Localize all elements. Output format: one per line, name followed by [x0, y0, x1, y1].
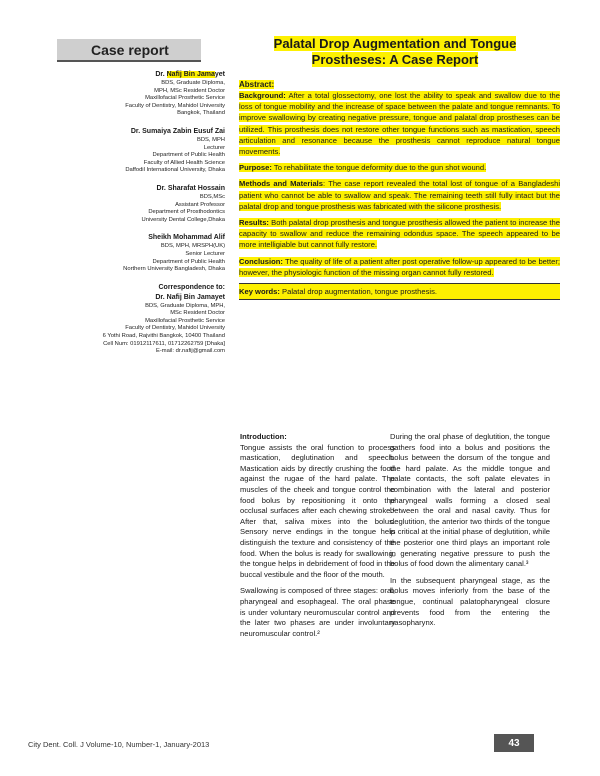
- abstract: [239, 79, 560, 305]
- correspondence-email: E-mail: dr.nafij@gmail.com: [155, 348, 225, 355]
- author-affiliation: Daffodil International University, Dhaka: [125, 167, 225, 174]
- abstract-results: Results: Both palatal drop prosthesis and tongue prosthesis allowed the patient to increase the capacity to swallow and reduce the remaining odondus space. The speech appeared to be more intelligiable but cannot fully restore.: [239, 218, 560, 250]
- title-line-1: Palatal Drop Augmentation and Tongue: [273, 36, 517, 51]
- correspondence: [30, 283, 225, 356]
- abstract-keywords: Key words: Palatal drop augmentation, tongue prosthesis.: [239, 283, 560, 300]
- author-affiliation: BDS, MPH: [196, 136, 225, 143]
- author-1-name: Dr. Nafij Bin Jamayet: [155, 71, 225, 78]
- author-2-name: Dr. Sumaiya Zabin Eusuf Zai: [130, 127, 225, 135]
- correspondence-line: 6 Yothi Road, Rajvithi Bangkok, 10400 Thailand: [102, 333, 225, 340]
- author-affiliation: University Dental College,Dhaka: [141, 216, 225, 223]
- correspondence-line: Cell Num: 01912117611, 01712262759 [Dhaka]: [103, 340, 225, 347]
- author-affiliation: Department of Prosthodontics: [148, 209, 225, 216]
- author-affiliation: Bangkok, Thailand: [177, 110, 225, 117]
- author-affiliation: Assistant Professor: [175, 201, 225, 208]
- author-affiliation: BDS,MSc: [199, 193, 225, 200]
- abstract-heading: Abstract:: [239, 80, 275, 89]
- author-affiliation: BDS, Graduate Diploma,: [161, 80, 225, 86]
- correspondence-line: Maxillofacial Prosthetic Service: [145, 317, 225, 324]
- author-affiliation: Maxillofacial Prosthetic Service: [145, 95, 225, 102]
- author-affiliation: Senior Lecturer: [185, 250, 225, 257]
- author-4-name: Sheikh Mohammad Alif: [148, 234, 225, 242]
- abstract-background: Background: After a total glossectomy, one lost the ability to speak and swallow due to the loss of tongue mobility and the increase of space between the palate and tongue remnants. To improve swallowing by creating negative pressure, tongue and palatal drop prostheses can be utilized. This prosthesis does not restore other tongue functions such as mastication, speech articulation and resonance because the prosthesis cannot reproduce natural tongue movements.: [239, 91, 560, 157]
- author-1: [30, 70, 225, 118]
- body-paragraph: Tongue assists the oral function to process mastication, deglutination and speech. Mastication aids by directly crushing the food against the rugae of the hard palate. The muscles of the cheek and tongue control the food bolus by repositioning it onto the occlusal surfaces after each chewing stroke.¹ After that, saliva mixes into the bolus. Sensory nerve endings in the tongue help distinguish the texture and consistency of the food. When the bolus is ready for swallowing, the tongue helps in debridement of food in the buccal vestibule and the floor of the mouth.: [240, 442, 395, 579]
- section-label: Case report: [57, 39, 201, 62]
- journal-footer: City Dent. Coll. J Volume-10, Number-1, January-2013: [28, 740, 210, 749]
- author-affiliation: Lecturer: [203, 144, 225, 151]
- author-affiliation: Northern University Bangladesh, Dhaka: [123, 266, 225, 273]
- correspondence-line: Faculty of Dentistry, Mahidol University: [125, 325, 225, 332]
- author-affiliation: Department of Public Health: [152, 258, 225, 265]
- author-list: [30, 70, 225, 365]
- author-3-name: Dr. Sharafat Hossain: [156, 184, 225, 192]
- author-2: [30, 127, 225, 175]
- body-paragraph: In the subsequent pharyngeal stage, as the bolus moves inferiorly from the base of the tongue, continual palatopharyngeal closure prevents food from the entering the nasopharynx.: [390, 575, 550, 628]
- author-affiliation: Department of Public Health: [152, 152, 225, 159]
- author-3: [30, 184, 225, 224]
- body-paragraph: Swallowing is composed of three stages: oral, pharyngeal and esophageal. The oral phase is under voluntary neuromuscular control and the later two phases are under involuntary neuromuscular control.²: [240, 586, 395, 638]
- body-paragraph: During the oral phase of deglutition, the tongue gathers food into a bolus and positions the bolus between the dorsum of the tongue and the hard palate. As the middle tongue and palate contacts, the soft palate elevates in combination with the lateral and posterior pharyngeal walls forming a closed seal between the oral and nasal cavity. Thus for deglutition, the anterior two thirds of the tongue is critical at the initial phase of deglutition, while the posterior one third plays an important role in generating negative pressure to push the bolus of food down the alimentary canal.³: [390, 432, 550, 569]
- correspondence-name: Dr. Nafij Bin Jamayet: [155, 293, 225, 301]
- abstract-conclusion: Conclusion: The quality of life of a patient after post operative follow-up appeared to be better; however, the physiologic function of the missing organ cannot fully restored.: [239, 256, 560, 277]
- abstract-purpose: Purpose: To rehabilitate the tongue deformity due to the gun shot wound.: [239, 163, 487, 173]
- author-affiliation: MPH, MSc Resident Doctor: [154, 87, 225, 94]
- correspondence-line: BDS, Graduate Diploma, MPH,: [145, 302, 225, 309]
- author-4: [30, 233, 225, 273]
- author-affiliation: Faculty of Allied Health Science: [143, 159, 225, 166]
- article-title: [240, 36, 550, 68]
- body-column-1: [240, 432, 395, 645]
- correspondence-line: MSc Resident Doctor: [170, 310, 225, 317]
- abstract-methods: Methods and Materials: The case report revealed the total lost of tongue of a Bangladeshi patient who cannot be able to swallow and speak. The remaining teeth still fully intact but the palatal drop and tongue prosthesis was fabricated with the silicone prosthesis.: [239, 179, 561, 211]
- title-line-2: Prostheses: A Case Report: [311, 52, 479, 67]
- introduction-heading: Introduction:: [240, 432, 287, 441]
- author-affiliation: Faculty of Dentistry, Mahidol University: [125, 102, 225, 109]
- correspondence-heading: Correspondence to:: [158, 283, 225, 291]
- page-number: 43: [494, 734, 534, 752]
- body-column-2: [390, 432, 550, 635]
- author-affiliation: BDS, MPH, MRSPH(UK): [160, 243, 225, 250]
